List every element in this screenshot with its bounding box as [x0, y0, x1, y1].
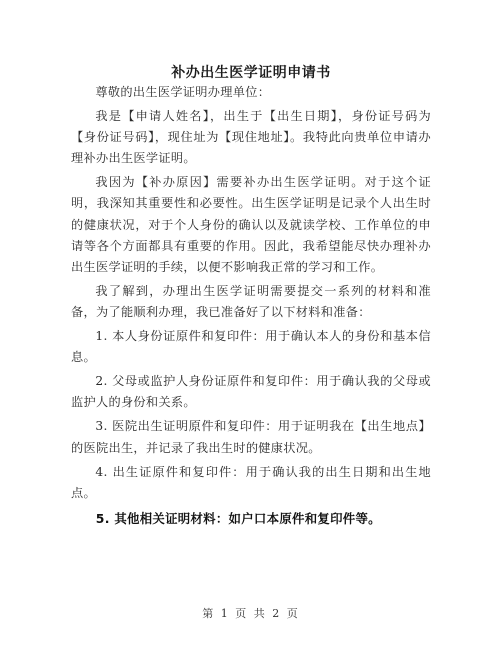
list-item: 3. 医院出生证明原件和复印件：用于证明我在【出生地点】的医院出生，并记录了我出生时的健康状况。: [71, 419, 431, 455]
page-number: 第 1 页 共 2 页: [202, 607, 300, 620]
salutation: 尊敬的出生医学证明办理单位：: [95, 85, 271, 99]
list-item: 2. 父母或监护人身份证原件和复印件：用于确认我的父母或监护人的身份和关系。: [71, 374, 431, 410]
list-item: 1. 本人身份证原件和复印件：用于确认本人的身份和基本信息。: [71, 329, 431, 365]
list-item: 4. 出生证原件和复印件：用于确认我的出生日期和出生地点。: [71, 464, 431, 500]
paragraph-materials: 我了解到，办理出生医学证明需要提交一系列的材料和准备，为了能顺利办理，我已准备好了以下材料和准备：: [71, 283, 431, 319]
paragraph-intro: 我是【申请人姓名】，出生于【出生日期】，身份证号码为【身份证号码】，现住址为【现住地址】。我特此向贵单位申请办理补办出生医学证明。: [71, 109, 431, 166]
list-item-bold: 5. 其他相关证明材料：如户口本原件和复印件等。: [95, 510, 381, 526]
document-body: [71, 82, 431, 532]
paragraph-reason: 我因为【补办原因】需要补办出生医学证明。对于这个证明，我深知其重要性和必要性。出生医学证明是记录个人出生时的健康状况，对于个人身份的确认以及就读学校、工作单位的申请等各个方面都具有重要的作用。因此，我希望能尽快办理补办出生医学证明的手续，以便不影响我正常的学习和工作。: [71, 175, 431, 274]
document-title: 补办出生医学证明申请书: [171, 65, 331, 81]
